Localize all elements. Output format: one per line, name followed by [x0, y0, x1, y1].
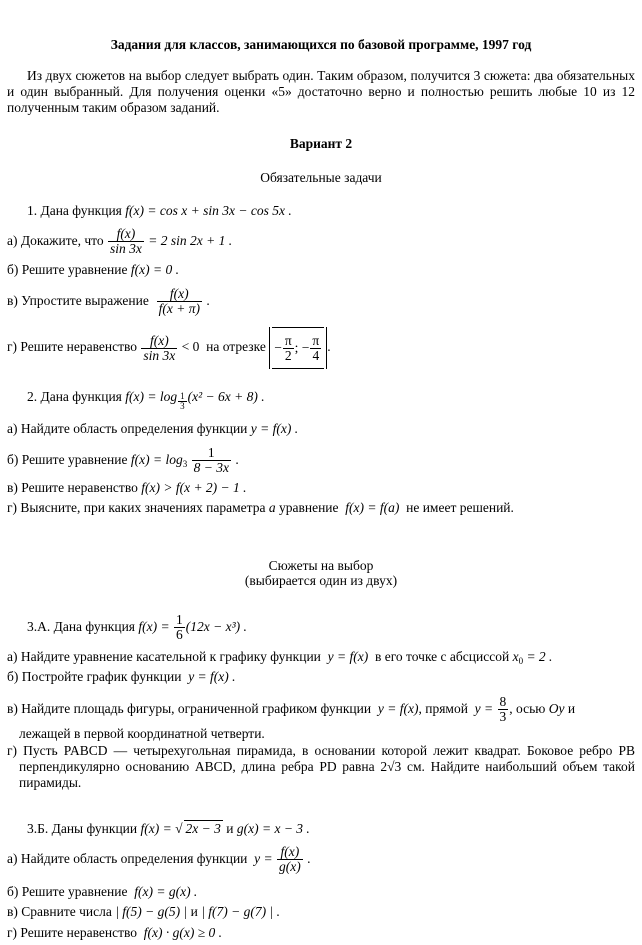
page-title: Задания для классов, занимающихся по базовой программе, 1997 год	[110, 37, 532, 52]
fraction: $\frac{f(x)}{\sin 3x}$	[110, 226, 142, 257]
variant-heading: Вариант 2	[289, 136, 353, 151]
problem-2-lead: 2. Дана функция f(x) = log $\frac{1}{3}$ (x² − 6x + 8) .	[27, 389, 265, 411]
problem-3a-a: а) Найдите уравнение касательной к графику функции y = f(x) в его точке с абсциссой $x_0 = 2$ .	[7, 649, 553, 666]
problem-3a-lead: 3.А. Дана функция f(x) = $\frac{1}{6}$ (12x − x³) .	[27, 612, 247, 643]
choice-subheading: (выбирается один из двух)	[244, 573, 398, 588]
problem-3a-d: г) Пусть PABCD — четырехугольная пирамида, в основании которой лежит квадрат. Боковое ребро PB перпендикулярно основанию ABCD, длина ребра PD равна 2√3 см. Найдите наибольший объем такой пирамиды.	[7, 743, 635, 790]
fraction: $\frac{f(x)}{g(x)}$	[279, 844, 301, 875]
problem-3b-a: а) Найдите область определения функции y = $\frac{f(x)}{g(x)}$ .	[7, 844, 311, 875]
problem-1a: а) Докажите, что $\frac{f(x)}{\sin 3x}$ = 2 sin 2x + 1 .	[7, 226, 233, 257]
problem-3a-c-cont: лежащей в первой координатной четверти.	[19, 726, 265, 741]
problem-3b-d: г) Решите неравенство f(x) · g(x) ≥ 0 .	[7, 925, 223, 940]
problem-3b-lead: 3.Б. Даны функции f(x) = √ 2x − 3 и g(x) = x − 3 .	[27, 821, 310, 836]
fraction: $\frac{1}{6}$	[176, 612, 183, 643]
problem-1-lead: 1. Дана функция f(x) = cos x + sin 3x − cos 5x .	[27, 203, 292, 218]
problem-1d: г) Решите неравенство $\frac{f(x)}{\sin 3x}$ < 0 на отрезке − $\frac{\pi}{2}$ ; − $\frac{\pi}{4}$ .	[7, 327, 331, 369]
fraction: $\frac{f(x)}{\sin 3x}$	[143, 332, 176, 363]
intro-paragraph: Из двух сюжетов на выбор следует выбрать один. Таким образом, получится 3 сюжета: два обязательных и один выбранный. Для получения оценки «5» достаточно верно и полностью решить любые 10 из 12 полученным таким образом заданий.	[7, 68, 635, 115]
choice-heading: Сюжеты на выбор	[268, 558, 374, 573]
fraction: $\frac{f(x)}{f(x + \pi)}$	[158, 286, 200, 317]
problem-2c: в) Решите неравенство f(x) > f(x + 2) − 1 .	[7, 480, 247, 495]
fraction: $\frac{8}{3}$	[499, 694, 507, 725]
problem-2d: г) Выясните, при каких значениях параметра a уравнение f(x) = f(a) не имеет решений.	[7, 500, 514, 515]
fraction: $\frac{1}{8 - 3x}$	[193, 445, 229, 476]
problem-1b: б) Решите уравнение f(x) = 0 .	[7, 262, 179, 277]
problem-2a: а) Найдите область определения функции y = f(x) .	[7, 421, 299, 436]
mandatory-heading: Обязательные задачи	[260, 170, 382, 185]
problem-2b: б) Решите уравнение $f(x) = \log_3$ $\frac{1}{8 - 3x}$ .	[7, 445, 239, 476]
problem-3a-c: в) Найдите площадь фигуры, ограниченной графиком функции y = f(x), прямой y = $\frac{8}{3}$ , осью Oy и	[7, 694, 576, 725]
problem-3b-c: в) Сравните числа | f(5) − g(5) | и | f(7) − g(7) | .	[7, 904, 280, 919]
problem-3a-b: б) Постройте график функции y = f(x) .	[7, 669, 236, 684]
problem-3b-b: б) Решите уравнение f(x) = g(x) .	[7, 884, 198, 899]
problem-1c: в) Упростите выражение $\frac{f(x)}{f(x + \pi)}$ .	[7, 286, 210, 317]
segment-bracket: − $\frac{\pi}{2}$ ; − $\frac{\pi}{4}$	[269, 327, 327, 369]
